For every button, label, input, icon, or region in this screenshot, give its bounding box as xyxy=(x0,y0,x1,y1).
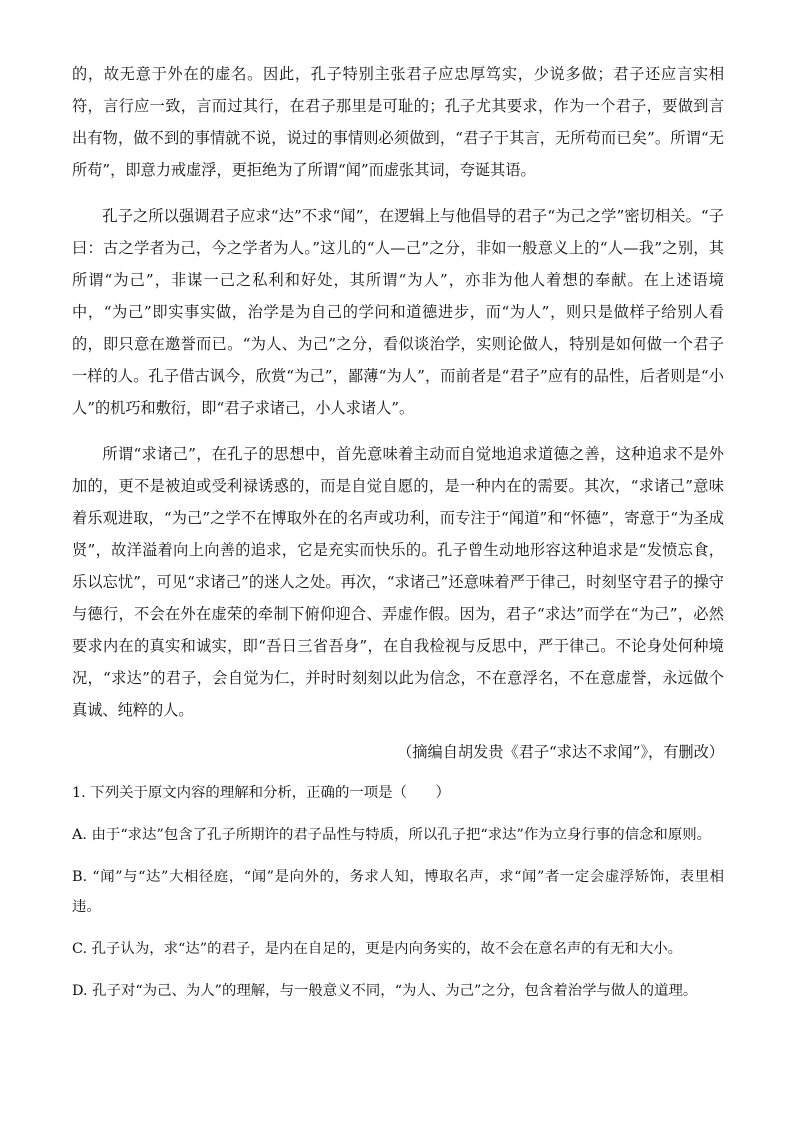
question-1-option-a: A. 由于“求达”包含了孔子所期许的君子品性与特质，所以孔子把“求达”作为立身行事的信念和原则。 xyxy=(72,827,711,843)
question-1-option-b: B. “闻”与“达”大相径庭，“闻”是向外的，务求人知，博取名声，求“闻”者一定会虚浮矫饰，表里相违。 xyxy=(72,869,724,915)
passage-paragraph-3: 所谓“求诸己”，在孔子的思想中，首先意味着主动而自觉地追求道德之善，这种追求不是外加的，更不是被迫或受利禄诱惑的，而是自觉自愿的，是一种内在的需要。其次，“求诸己”意味着乐观进取，“为己”之学不在博取外在的名声或功利，而专注于“闻道”和“怀德”，寄意于“为圣成贤”，故洋溢着向上向善的追求，它是充实而快乐的。孔子曾生动地形容这种追求是“发愤忘食，乐以忘忧”，可见“求诸己”的迷人之处。再次，“求诸己”还意味着严于律己，时刻坚守君子的操守与德行，不会在外在虚荣的牵制下俯仰迎合、弄虚作假。因为，君子“求达”而学在“为己”，必然要求内在的真实和诚实，即“吾日三省吾身”，在自我检视与反思中，严于律己。不论身处何种境况，“求达”的君子，会自觉为仁，并时时刻刻以此为信念，不在意浮名，不在意虚誉，永远做个真诚、纯粹的人。 xyxy=(72,445,724,719)
passage-paragraph-2: 孔子之所以强调君子应求“达”不求“闻”，在逻辑上与他倡导的君子“为己之学”密切相关。“子曰：古之学者为己，今之学者为人。”这儿的“人—己”之分，非如一般意义上的“人—我”之别，其所谓“为己”，非谋一己之私利和好处，其所谓“为人”，亦非为他人着想的奉献。在上述语境中，“为己”即实事实做，治学是为自己的学问和道德进步，而“为人”，则只是做样子给别人看的，即只意在邀誉而已。“为人、为己”之分，看似谈治学，实则论做人，特别是如何做一个君子一样的人。孔子借古讽今，欣赏“为己”，鄙薄“为人”，而前者是“君子”应有的品性，后者则是“小人”的机巧和敷衍，即“君子求诸己，小人求诸人”。 xyxy=(72,207,724,417)
question-1-option-c: C. 孔子认为，求“达”的君子，是内在自足的，更是内向务实的，故不会在意名声的有无和大小。 xyxy=(72,941,682,957)
document-page xyxy=(72,58,724,1018)
passage-source: （摘编自胡发贵《君子“求达不求闻”》，有删改） xyxy=(397,743,724,761)
passage-paragraph-1: 的，故无意于外在的虚名。因此，孔子特别主张君子应忠厚笃实，少说多做；君子还应言实相符，言行应一致，言而过其行，在君子那里是可耻的；孔子尤其要求，作为一个君子，要做到言出有物，做不到的事情就不说，说过的事情则必须做到，“君子于其言，无所苟而已矣”。所谓“无所苟”，即意力戒虚浮，更拒绝为了所谓“闻”而虚张其词，夸诞其语。 xyxy=(72,65,724,179)
question-1-stem: 1. 下列关于原文内容的理解和分析，正确的一项是（ ） xyxy=(72,785,451,801)
question-1-option-d: D. 孔子对“为己、为人”的理解，与一般意义不同，“为人、为己”之分，包含着治学与做人的道理。 xyxy=(72,983,698,999)
